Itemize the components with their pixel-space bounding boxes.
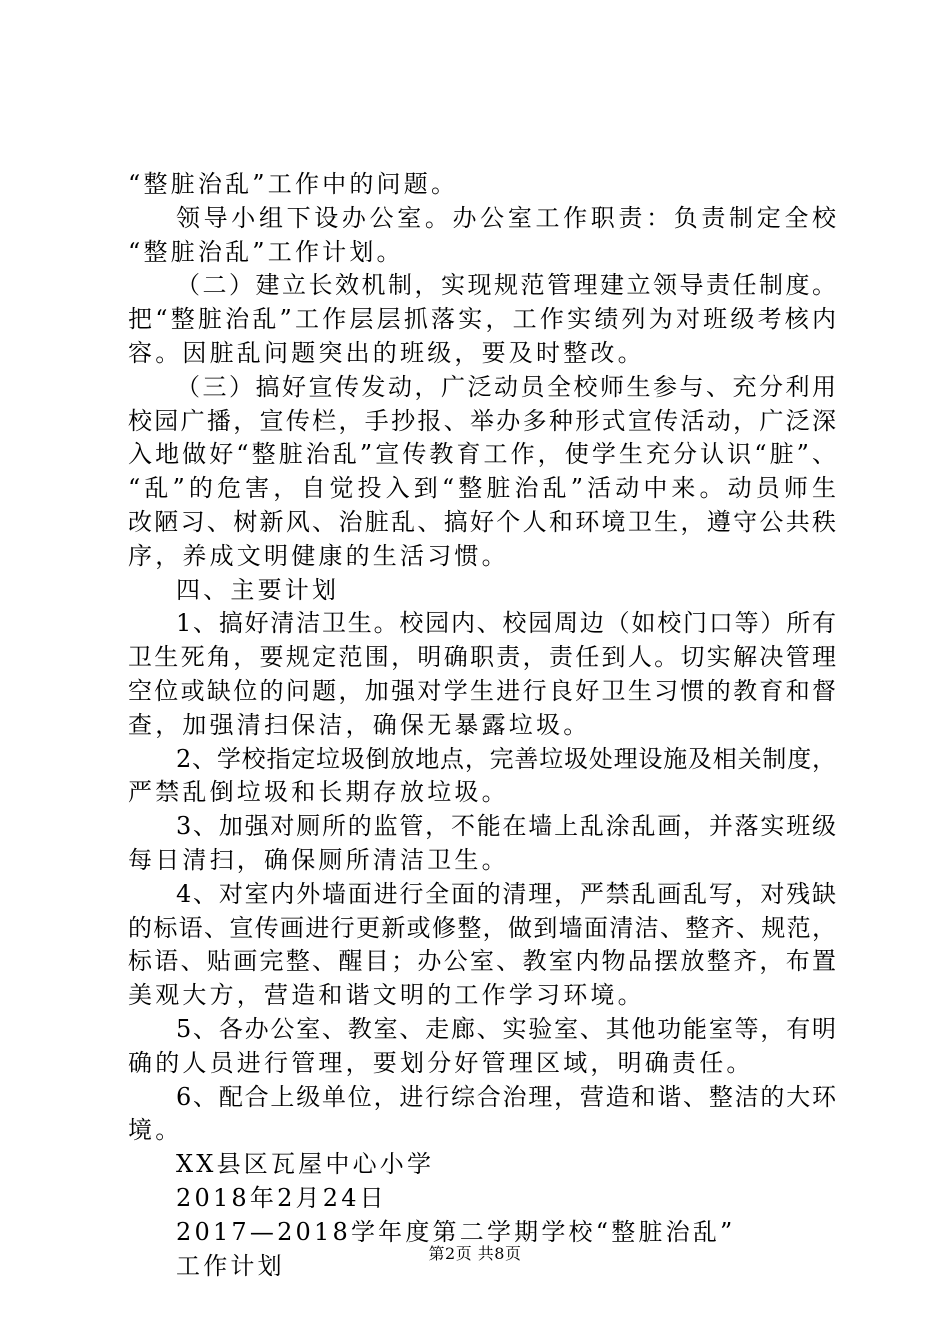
text-line: 5、各办公室、教室、走廊、实验室、其他功能室等，有明 [176,1014,836,1043]
text-line: 严禁乱倒垃圾和长期存放垃圾。 [128,778,509,807]
text-line: 把“整脏治乱”工作层层抓落实，工作实绩列为对班级考核内 [128,305,836,334]
text-line: 确的人员进行管理，要划分好管理区域，明确责任。 [128,1048,754,1077]
text-line: 查，加强清扫保洁，确保无暴露垃圾。 [128,710,591,739]
text-line: 序，养成文明健康的生活习惯。 [128,541,509,570]
text-line: “乱”的危害，自觉投入到“整脏治乱”活动中来。动员师生 [128,474,836,503]
page-footer: 第2页 共8页 [428,1244,522,1263]
text-line: 2、学校指定垃圾倒放地点，完善垃圾处理设施及相关制度， [176,744,836,773]
text-line: 容。因脏乱问题突出的班级，要及时整改。 [128,338,645,367]
text-line: 领导小组下设办公室。办公室工作职责：负责制定全校 [176,203,836,232]
text-line: 工作计划 [176,1251,285,1280]
text-line: 3、加强对厕所的监管，不能在墙上乱涂乱画，并落实班级 [176,812,836,841]
text-line: 1、搞好清洁卫生。校园内、校园周边（如校门口等）所有 [176,609,836,638]
text-line: 2017—2018学年度第二学期学校“整脏治乱” [176,1217,736,1246]
text-line: 标语、贴画完整、醒目；办公室、教室内物品摆放整齐，布置 [128,947,836,976]
text-line: “整脏治乱”工作计划。 [128,237,404,266]
text-line: 4、对室内外墙面进行全面的清理，严禁乱画乱写，对残缺 [176,879,836,908]
text-line: 6、配合上级单位，进行综合治理，营造和谐、整洁的大环 [176,1082,836,1111]
text-line: 入地做好“整脏治乱”宣传教育工作，使学生充分认识“脏”、 [128,440,836,469]
document-body [128,168,836,1283]
text-line: 美观大方，营造和谐文明的工作学习环境。 [128,981,645,1010]
text-line: （二）建立长效机制，实现规范管理建立领导责任制度。 [176,271,836,300]
text-line: 境。 [128,1116,183,1145]
text-line: 每日清扫，确保厕所清洁卫生。 [128,845,509,874]
text-line: 改陋习、树新风、治脏乱、搞好个人和环境卫生，遵守公共秩 [128,507,836,536]
text-line: 卫生死角，要规定范围，明确职责，责任到人。切实解决管理 [128,643,836,672]
text-line: XX县区瓦屋中心小学 [176,1150,435,1179]
text-line: 的标语、宣传画进行更新或修整，做到墙面清洁、整齐、规范， [128,913,836,942]
text-line: 四、主要计划 [176,575,340,604]
text-line: 校园广播，宣传栏，手抄报、举办多种形式宣传活动，广泛深 [128,406,836,435]
text-line: （三）搞好宣传发动，广泛动员全校师生参与、充分利用 [176,372,836,401]
text-line: 空位或缺位的问题，加强对学生进行良好卫生习惯的教育和督 [128,676,836,705]
text-line: “整脏治乱”工作中的问题。 [128,170,459,198]
text-line: 2018年2月24日 [176,1183,387,1212]
